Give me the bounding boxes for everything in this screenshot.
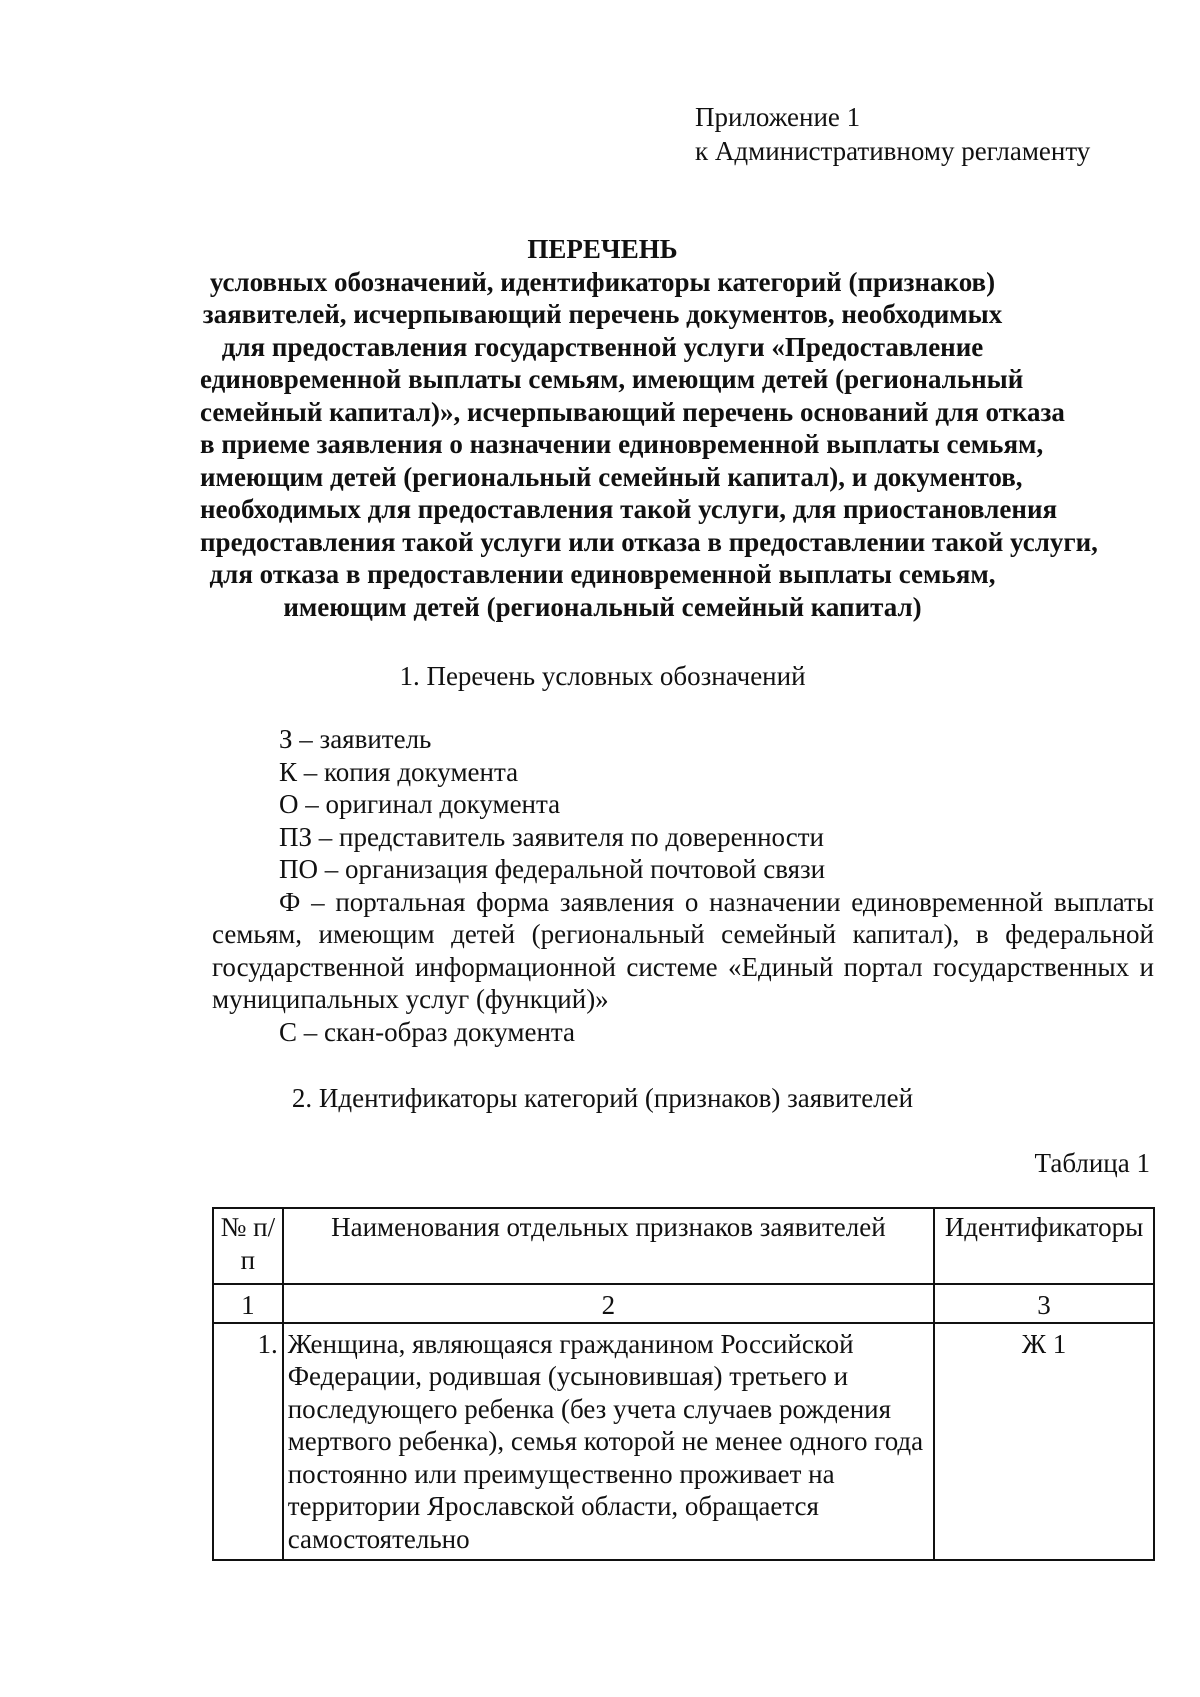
legend-item: ПЗ – представитель заявителя по доверенности (279, 821, 824, 852)
legend-item: К – копия документа (279, 756, 519, 787)
header-number: № п/п (213, 1208, 283, 1284)
column-number: 2 (283, 1284, 934, 1323)
title-line: заявителей, исчерпывающий перечень документов, необходимых (202, 299, 1003, 329)
header-identifier: Идентификаторы (934, 1208, 1154, 1284)
appendix-line-2: к Административному регламенту (695, 136, 1091, 166)
symbols-legend (212, 723, 1154, 1048)
column-number: 3 (934, 1284, 1154, 1323)
document-title (200, 233, 1098, 623)
title-line: имеющим детей (региональный семейный капитал), и документов, (200, 461, 1023, 492)
table-header-row (213, 1208, 1154, 1284)
column-number: 1 (213, 1284, 283, 1323)
section-2-heading: 2. Идентификаторы категорий (признаков) заявителей (291, 1083, 914, 1113)
appendix-line-1: Приложение 1 (695, 102, 861, 132)
legend-item: О – оригинал документа (279, 789, 561, 819)
title-line: имеющим детей (региональный семейный капитал) (283, 591, 922, 622)
column-number-row (213, 1284, 1154, 1323)
title-line: предоставления такой услуги или отказа в предоставлении такой услуги, (200, 526, 1098, 557)
title-line: для предоставления государственной услуги «Предоставление (221, 331, 984, 362)
title-line: в приеме заявления о назначении единовременной выплаты семьям, (200, 429, 1044, 459)
title-line: необходимых для предоставления такой услуги, для приостановления (200, 494, 1058, 524)
row-number: 1. (213, 1323, 283, 1561)
legend-item: С – скан-образ документа (279, 1016, 576, 1047)
title-line: семейный капитал)», исчерпывающий перечень оснований для отказа (200, 396, 1065, 427)
legend-item: ПО – организация федеральной почтовой связи (279, 854, 826, 884)
table-caption: Таблица 1 (1034, 1148, 1150, 1178)
row-identifier: Ж 1 (934, 1323, 1154, 1561)
header-name: Наименования отдельных признаков заявителей (283, 1208, 934, 1284)
applicant-categories-table (212, 1207, 1155, 1561)
section-1-heading: 1. Перечень условных обозначений (399, 661, 806, 691)
row-category-name: Женщина, являющаяся гражданином Российской Федерации, родившая (усыновившая) третьего и последующего ребенка (без учета случаев рождения мертвого ребенка), семья которой не менее одного года постоянно или преимущественно проживает на территории Ярославской области, обращается самостоятельно (283, 1323, 934, 1561)
title-line: условных обозначений, идентификаторы категорий (признаков) (209, 266, 996, 297)
appendix-reference (695, 100, 1090, 168)
table-row (213, 1323, 1154, 1561)
title-line: для отказа в предоставлении единовременной выплаты семьям, (209, 559, 996, 589)
title-line: единовременной выплаты семьям, имеющим детей (региональный (200, 364, 1024, 394)
legend-item: Ф – портальная форма заявления о назначении единовременной выплаты семьям, имеющим детей (региональный семейный капитал), в федеральной государственной информационной системе «Единый портал государственных и муниципальных услуг (функций)» (212, 886, 1154, 1014)
legend-item: З – заявитель (279, 724, 432, 754)
title-heading: ПЕРЕЧЕНЬ (527, 234, 678, 264)
